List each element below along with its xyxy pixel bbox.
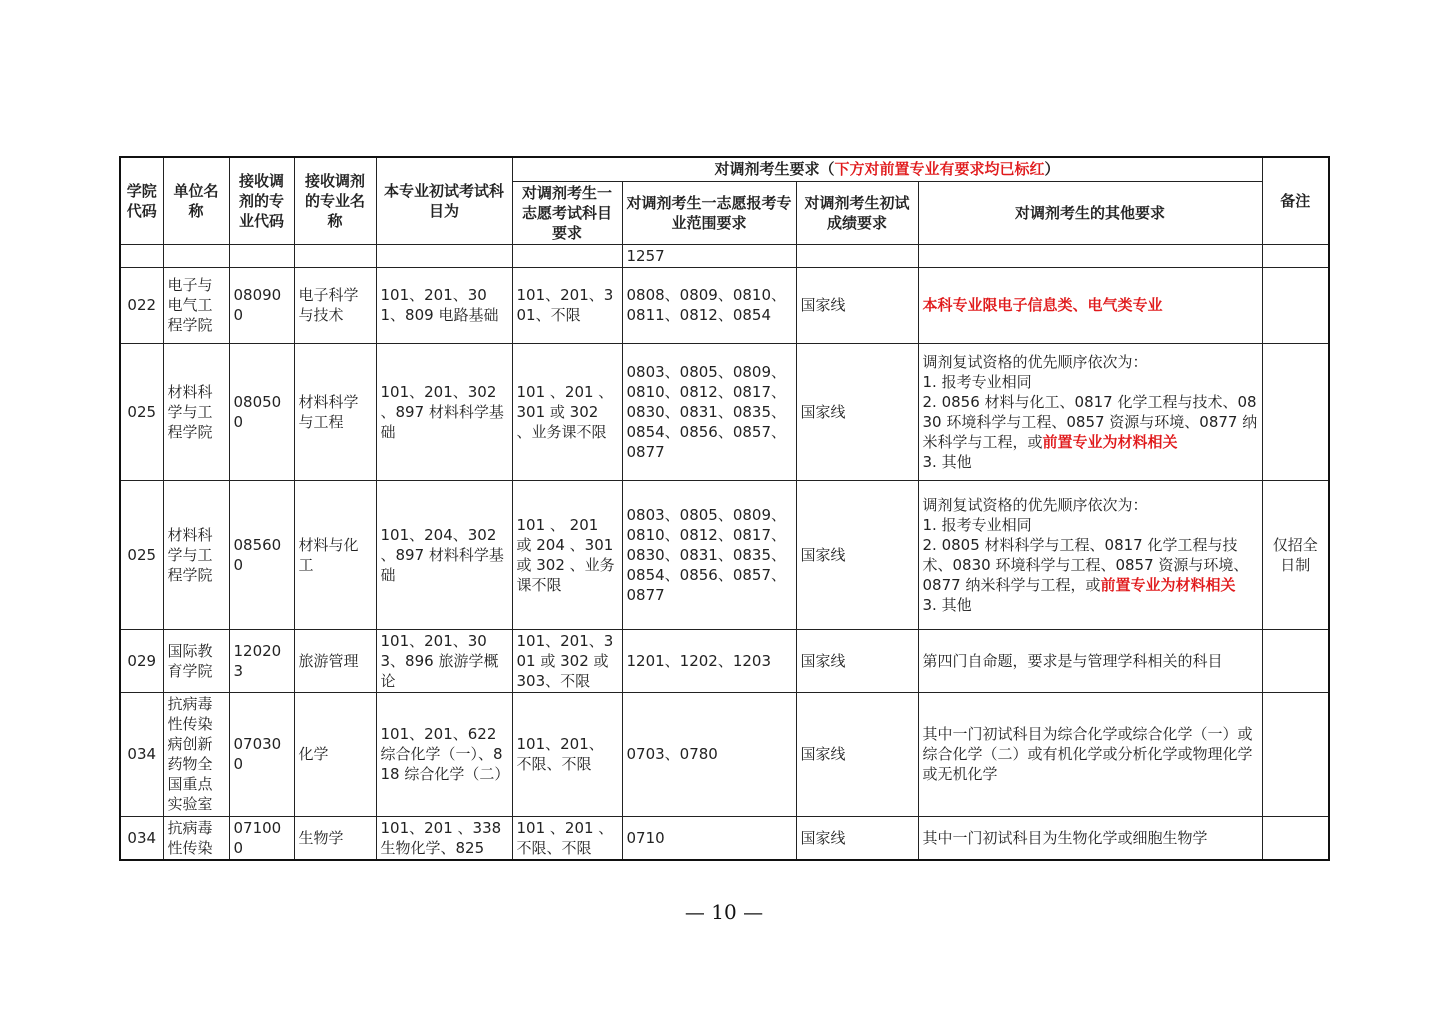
cell-score: 国家线: [796, 267, 918, 343]
cell-score: 国家线: [796, 692, 918, 816]
table-row: [120, 267, 1329, 343]
red-highlight: 前置专业为材料相关: [1100, 575, 1236, 594]
cell-code: 022: [120, 267, 163, 343]
cell-exam-subjects: 101、201 、338 生物化学、825: [376, 816, 512, 860]
cell-major-name: 旅游管理: [294, 629, 376, 692]
header-requirements-group: [512, 157, 1262, 181]
cell-score: 国家线: [796, 343, 918, 480]
cell-other: 其中一门初试科目为生物化学或细胞生物学: [918, 816, 1262, 860]
header-group-note: 下方对前置专业有要求均已标红: [834, 160, 1045, 179]
table-row: [120, 629, 1329, 692]
cell-score: 国家线: [796, 629, 918, 692]
cell-exam-subjects: 101、201、622 综合化学（一）、818 综合化学（二）: [376, 692, 512, 816]
cell-major-name: 化学: [294, 692, 376, 816]
header-score-requirement: 对调剂考生初试成绩要求: [796, 181, 918, 244]
cell-remarks: [1262, 267, 1329, 343]
other-line: 3. 其他: [922, 595, 972, 614]
other-line: 2. 0805 材料科学与工程、0817 化学工程与技术、0830 环境科学与工程、0857 资源与环境、0877 纳米科学与工程，或前置专业为材料相关: [922, 535, 1249, 594]
cell-unit: 抗病毒性传染: [163, 816, 229, 860]
cell-unit: 抗病毒性传染病创新药物全国重点实验室: [163, 692, 229, 816]
cell-remarks: [1262, 692, 1329, 816]
cell-first-subjects: 101 、201 、 301 或 302 、业务课不限: [512, 343, 622, 480]
cell-remarks: [1262, 816, 1329, 860]
cell-scope: 0808、0809、0810、0811、0812、0854: [622, 267, 796, 343]
table-row: [120, 816, 1329, 860]
header-college-code: 学院代码: [120, 157, 163, 244]
cell-first-subjects: 101、201、301 或 302 或 303、不限: [512, 629, 622, 692]
header-major-name: 接收调剂的专业名称: [294, 157, 376, 244]
cell-score: 国家线: [796, 480, 918, 629]
cell-scope: 0710: [622, 816, 796, 860]
cell-scope: 1257: [622, 244, 796, 267]
cell-remarks: [1262, 629, 1329, 692]
table-row: [120, 692, 1329, 816]
header-other-requirements: 对调剂考生的其他要求: [918, 181, 1262, 244]
cell-exam-subjects: 101、201、303、896 旅游学概论: [376, 629, 512, 692]
cell-scope: 0803、0805、0809、0810、0812、0817、0830、0831、0835、0854、0856、0857、0877: [622, 480, 796, 629]
cell-major-name: 材料与化工: [294, 480, 376, 629]
cell-other: 其中一门初试科目为综合化学或综合化学（一）或综合化学（二）或有机化学或分析化学或物理化学或无机化学: [918, 692, 1262, 816]
cell-remarks: [1262, 343, 1329, 480]
cell-major-code: 080900: [229, 267, 294, 343]
table-row: [120, 343, 1329, 480]
header-exam-subjects: 本专业初试考试科目为: [376, 157, 512, 244]
cell-major-code: 080500: [229, 343, 294, 480]
header-remarks: 备注: [1262, 157, 1329, 244]
header-first-choice-subjects: 对调剂考生一志愿考试科目要求: [512, 181, 622, 244]
cell-unit: 材料科学与工程学院: [163, 480, 229, 629]
cell-major-code: 071000: [229, 816, 294, 860]
cell-exam-subjects: 101、201、302 、897 材料科学基础: [376, 343, 512, 480]
cell-exam-subjects: 101、204、302 、897 材料科学基础: [376, 480, 512, 629]
header-major-code: 接收调剂的专业代码: [229, 157, 294, 244]
page-number: — 10 —: [684, 900, 764, 924]
cell-major-name: 材料科学与工程: [294, 343, 376, 480]
header-group-close: ）: [1044, 160, 1060, 179]
header-group-title: 对调剂考生要求（: [714, 160, 835, 179]
cell-first-subjects: 101、201、不限、不限: [512, 692, 622, 816]
table-row: [120, 480, 1329, 629]
cell-major-code: 085600: [229, 480, 294, 629]
table-row: [120, 244, 1329, 267]
cell-code: 025: [120, 480, 163, 629]
cell-major-code: 070300: [229, 692, 294, 816]
cell-code: 034: [120, 816, 163, 860]
cell-first-subjects: 101、201、301、不限: [512, 267, 622, 343]
cell-other: [918, 343, 1262, 480]
cell-other: 本科专业限电子信息类、电气类专业: [918, 267, 1262, 343]
cell-major-code: 120203: [229, 629, 294, 692]
cell-unit: 国际教育学院: [163, 629, 229, 692]
cell-other: [918, 480, 1262, 629]
cell-scope: 0703、0780: [622, 692, 796, 816]
cell-code: 034: [120, 692, 163, 816]
cell-code: 025: [120, 343, 163, 480]
cell-scope: 1201、1202、1203: [622, 629, 796, 692]
other-line: 1. 报考专业相同: [922, 515, 1032, 534]
other-line: 1. 报考专业相同: [922, 372, 1032, 391]
cell-first-subjects: 101 、 201 或 204 、301 或 302 、业务课不限: [512, 480, 622, 629]
cell-remarks: 仅招全日制: [1262, 480, 1329, 629]
cell-unit: 电子与电气工程学院: [163, 267, 229, 343]
red-highlight: 前置专业为材料相关: [1042, 432, 1178, 451]
cell-unit: 材料科学与工程学院: [163, 343, 229, 480]
cell-code: 029: [120, 629, 163, 692]
cell-scope: 0803、0805、0809、0810、0812、0817、0830、0831、0835、0854、0856、0857、0877: [622, 343, 796, 480]
adjustment-table: [119, 156, 1330, 861]
cell-major-name: 电子科学与技术: [294, 267, 376, 343]
other-line: 2. 0856 材料与化工、0817 化学工程与技术、0830 环境科学与工程、0857 资源与环境、0877 纳米科学与工程，或前置专业为材料相关: [922, 392, 1258, 451]
other-line: 3. 其他: [922, 452, 972, 471]
other-line: 调剂复试资格的优先顺序依次为：: [922, 495, 1148, 514]
other-line: 调剂复试资格的优先顺序依次为：: [922, 352, 1148, 371]
cell-exam-subjects: 101、201、301、809 电路基础: [376, 267, 512, 343]
cell-score: 国家线: [796, 816, 918, 860]
cell-major-name: 生物学: [294, 816, 376, 860]
header-first-choice-scope: 对调剂考生一志愿报考专业范围要求: [622, 181, 796, 244]
cell-other: 第四门自命题，要求是与管理学科相关的科目: [918, 629, 1262, 692]
header-unit-name: 单位名称: [163, 157, 229, 244]
cell-first-subjects: 101 、201 、不限、不限: [512, 816, 622, 860]
